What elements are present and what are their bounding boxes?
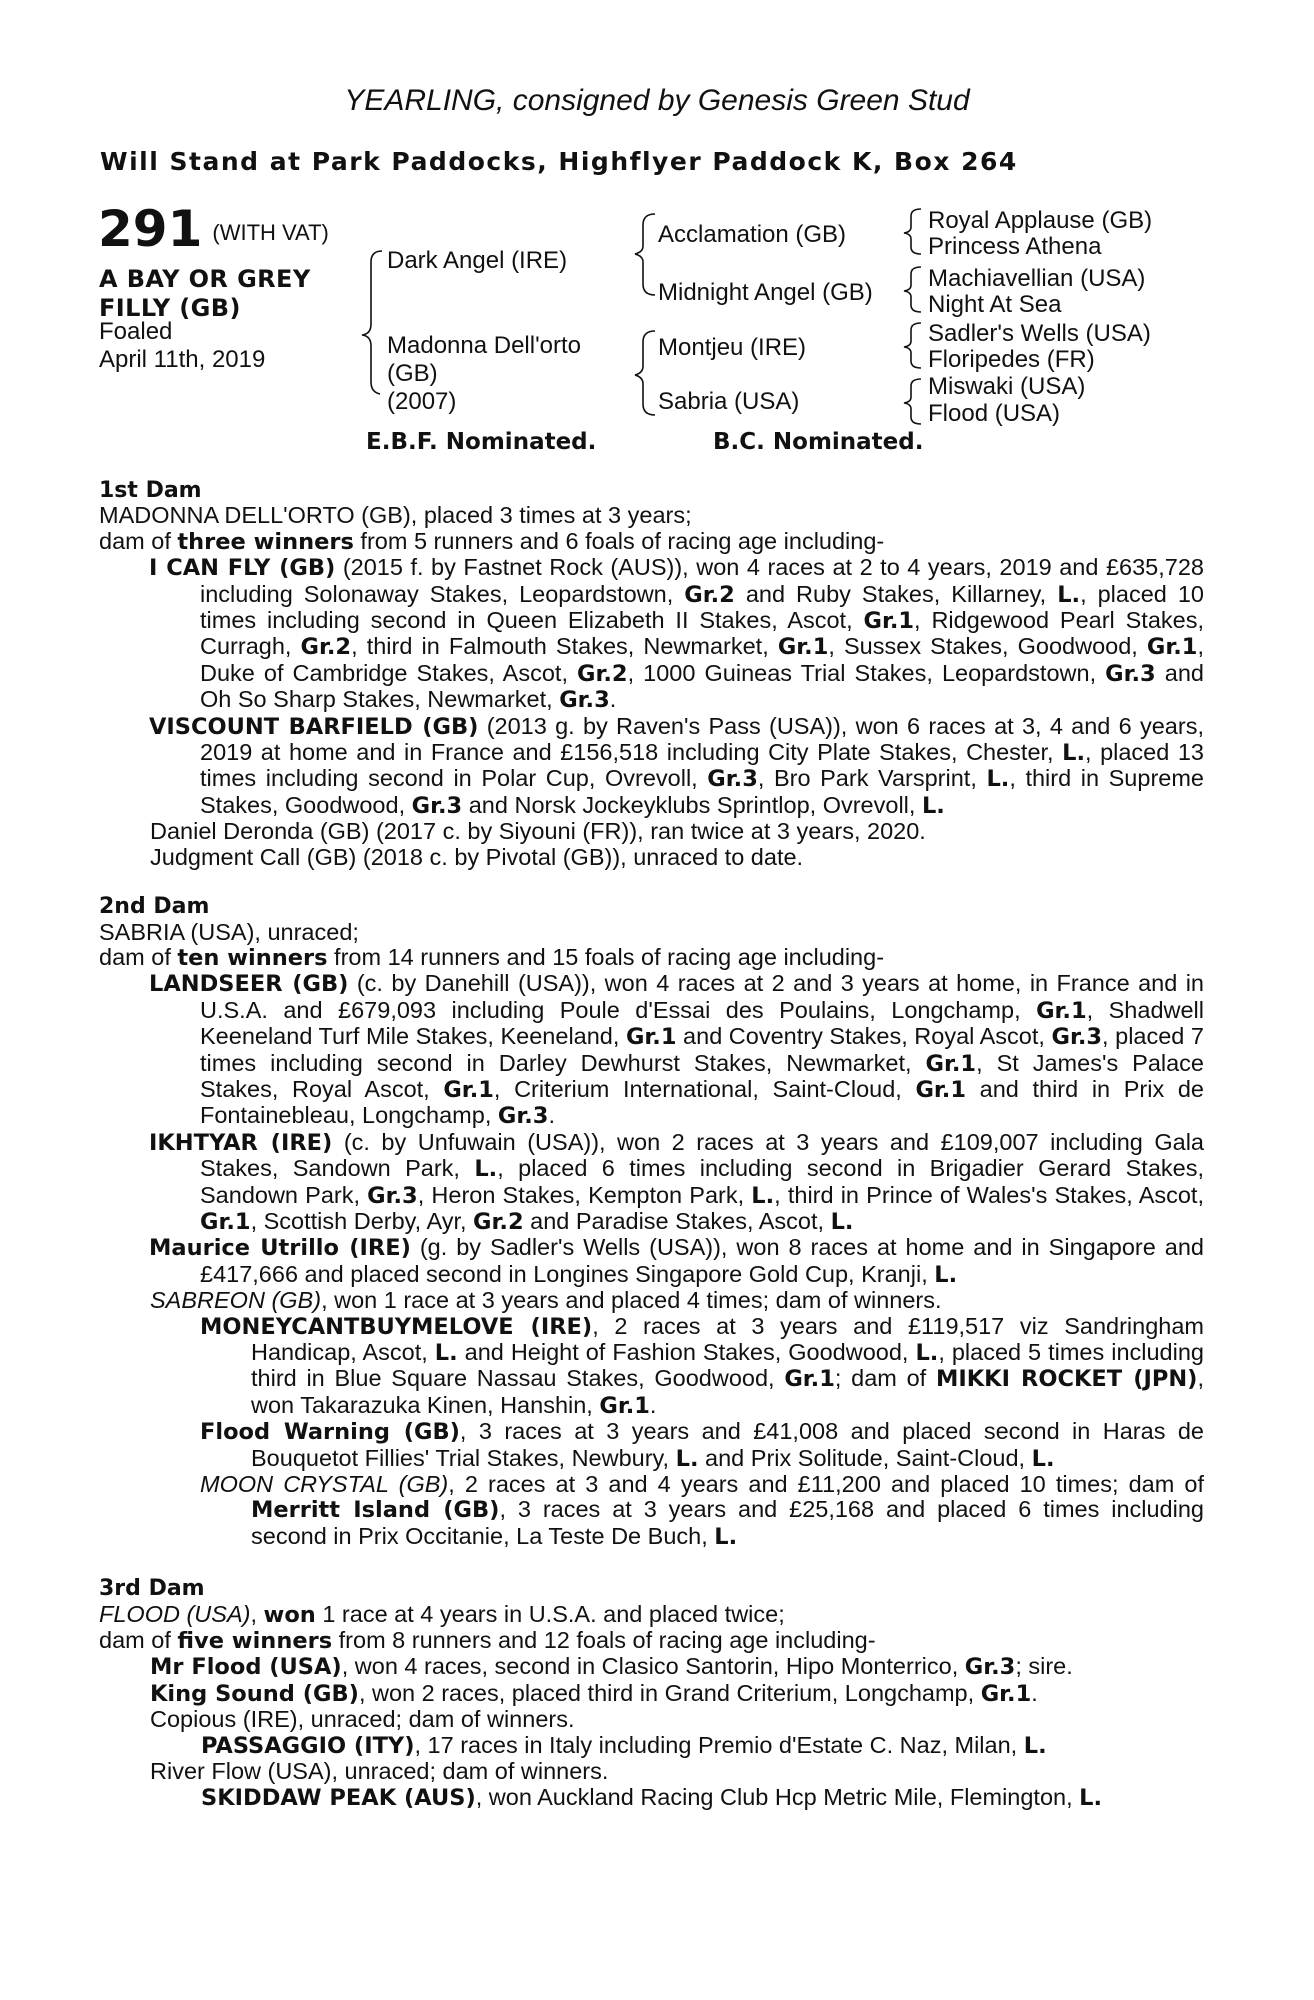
text: , Duke of Cambridge Stakes, Ascot,	[200, 633, 1204, 686]
second-dam-record: SABRIA (USA), unraced;	[99, 918, 359, 945]
pedigree-brace	[904, 379, 921, 424]
text: , Heron Stakes, Kempton Park,	[417, 1181, 752, 1208]
grade: L.	[986, 766, 1010, 793]
grade: Gr.1	[1036, 997, 1087, 1024]
grade: L.	[934, 1261, 958, 1288]
first-dam-produce-summary	[99, 529, 1204, 555]
text: and Coventry Stakes, Royal Ascot,	[676, 1023, 1052, 1050]
first-dam-heading: 1st Dam	[99, 478, 202, 503]
pedigree-gen3: Flood (USA)	[928, 400, 1061, 427]
catalogue-header-title: YEARLING, consigned by Genesis Green Stud	[344, 84, 970, 117]
pedigree-gen3: Sadler's Wells (USA)	[928, 320, 1151, 347]
grade: L.	[434, 1340, 458, 1366]
text: , 2 races at 3 years and £119,517 viz Sandringham Handicap, Ascot,	[251, 1312, 1205, 1365]
text: , Criterium International, Saint-Cloud,	[493, 1075, 916, 1102]
text: ,	[250, 1600, 264, 1627]
pedigree-gen3: Floripedes (FR)	[928, 346, 1095, 373]
horse-name: VISCOUNT BARFIELD (GB)	[149, 713, 479, 740]
grade: L.	[915, 1340, 939, 1366]
foaled-date: April 11th, 2019	[99, 346, 266, 373]
grade: Gr.2	[300, 634, 352, 661]
grade: L.	[1031, 1445, 1055, 1472]
text: , Scottish Derby, Ayr,	[250, 1207, 474, 1234]
produce-entry	[99, 1288, 1204, 1313]
text: from 5 runners and 6 foals of racing age including-	[353, 527, 885, 554]
pedigree-gen3: Princess Athena	[928, 233, 1102, 260]
pedigree-dam-line: (2007)	[387, 388, 457, 415]
text: , placed 7 times including second in Darley Dewhurst Stakes, Newmarket,	[200, 1023, 1204, 1076]
text: , 2 races at 3 and 4 years and £11,200 and placed 10 times; dam of	[448, 1471, 1204, 1498]
grade: Gr.1	[1146, 634, 1198, 661]
produce-entry	[99, 1681, 1204, 1707]
second-dam-heading: 2nd Dam	[99, 894, 210, 920]
text: from 8 runners and 12 foals of racing age including-	[332, 1627, 876, 1654]
stand-location: Will Stand at Park Paddocks, Highflyer Paddock K, Box 264	[100, 147, 1018, 176]
pedigree-sires-sire: Acclamation (GB)	[658, 221, 847, 248]
grade: Gr.2	[577, 660, 628, 687]
grade: Gr.3	[1105, 660, 1156, 687]
horse-name: MONEYCANTBUYMELOVE (IRE)	[200, 1313, 593, 1340]
text: , third in Prince of Wales's Stakes, Ascot,	[774, 1181, 1204, 1208]
text: , third in Falmouth Stakes, Newmarket,	[351, 633, 778, 660]
horse-name: PASSAGGIO (ITY)	[201, 1732, 415, 1759]
pedigree-brace	[904, 209, 921, 254]
text: and Norsk Jockeyklubs Sprintlop, Ovrevoll,	[462, 791, 922, 818]
first-dam-record: MADONNA DELL'ORTO (GB), placed 3 times at 3 years;	[99, 502, 692, 529]
pedigree-brace	[635, 331, 655, 415]
grandproduce-entry	[99, 1785, 1204, 1811]
grade: Gr.3	[964, 1654, 1016, 1681]
pedigree-gen3: Night At Sea	[928, 291, 1062, 318]
pedigree-gen3: Miswaki (USA)	[928, 373, 1086, 400]
text: 1 race at 4 years in U.S.A. and placed twice;	[315, 1600, 785, 1627]
grade: L.	[1023, 1732, 1047, 1759]
pedigree-brace	[362, 251, 382, 394]
text: , Shadwell Keeneland Turf Mile Stakes, Keeneland,	[200, 996, 1204, 1050]
grade: L.	[675, 1445, 699, 1472]
horse-name: SABREON (GB)	[150, 1287, 322, 1314]
text: , St James's Palace Stakes, Royal Ascot,	[200, 1049, 1205, 1102]
horse-name: IKHTYAR (IRE)	[149, 1129, 333, 1156]
text: , won 2 races, placed third in Grand Criterium, Longchamp,	[358, 1679, 981, 1706]
text: , 1000 Guineas Trial Stakes, Leopardstown,	[627, 659, 1106, 686]
text: dam of	[99, 1627, 178, 1654]
text: .	[548, 1102, 555, 1129]
grade: L.	[474, 1156, 498, 1183]
horse-name: I CAN FLY (GB)	[149, 555, 336, 582]
text: and Ruby Stakes, Killarney,	[734, 580, 1058, 607]
horse-name: Merritt Island (GB)	[251, 1497, 500, 1524]
pedigree-dam-line: (GB)	[387, 360, 438, 387]
pedigree-sires-dam: Midnight Angel (GB)	[658, 279, 873, 306]
horse-name: MOON CRYSTAL (GB)	[200, 1471, 449, 1498]
horse-name: King Sound (GB)	[150, 1680, 359, 1707]
grandproduce-entry	[99, 1314, 1204, 1420]
produce-entry	[99, 1235, 1204, 1288]
grade: Gr.1	[915, 1076, 967, 1103]
grade: Gr.1	[443, 1076, 494, 1103]
produce-entry: Daniel Deronda (GB) (2017 c. by Siyouni (FR)), ran twice at 3 years, 2020.	[150, 818, 926, 845]
winners-count: five winners	[177, 1628, 333, 1655]
grade: L.	[751, 1182, 775, 1209]
grade: Gr.1	[777, 634, 829, 661]
produce-entry	[99, 971, 1204, 1129]
text: ; dam of	[834, 1365, 936, 1392]
grade: Gr.3	[497, 1103, 549, 1130]
text: , 3 races at 3 years and £41,008 and placed second in Haras de Bouquetot Fillies' Trial Stakes, Newbury,	[251, 1418, 1204, 1471]
text: , won Auckland Racing Club Hcp Metric Mile, Flemington,	[475, 1783, 1080, 1810]
grade: L.	[714, 1523, 738, 1550]
text: .	[1031, 1679, 1038, 1706]
text: dam of	[99, 943, 178, 970]
bc-nomination: B.C. Nominated.	[713, 429, 924, 455]
foaled-label: Foaled	[99, 318, 173, 345]
pedigree-brace	[635, 214, 655, 295]
text: , 17 races in Italy including Premio d'Estate C. Naz, Milan,	[414, 1731, 1024, 1758]
horse-name: Flood Warning (GB)	[200, 1419, 460, 1446]
vat-note: (WITH VAT)	[212, 220, 329, 245]
grade: L.	[1079, 1784, 1103, 1811]
horse-name: Mr Flood (USA)	[150, 1654, 342, 1681]
text: , third in Supreme Stakes, Goodwood,	[200, 765, 1204, 818]
pedigree-dams-dam: Sabria (USA)	[658, 388, 800, 415]
third-dam-produce-summary	[99, 1628, 1204, 1654]
produce-entry	[99, 714, 1204, 820]
text: (c. by Danehill (USA)), won 4 races at 2 and 3 years at home, in France and in U.S.A. and £679,093 including Poule d'Essai des Poulains, Longchamp,	[200, 970, 1204, 1023]
pedigree-gen3: Machiavellian (USA)	[928, 265, 1146, 292]
text: (c. by Unfuwain (USA)), won 2 races at 3 years and £109,007 including Gala Stakes, Sandown Park,	[200, 1128, 1204, 1182]
pedigree-dam	[387, 332, 581, 416]
second-dam-produce-summary	[99, 945, 1204, 971]
grade: Gr.3	[559, 687, 610, 714]
grade: Gr.1	[200, 1208, 251, 1235]
grade: Gr.1	[925, 1050, 977, 1077]
grandproduce-entry	[99, 1733, 1204, 1759]
horse-name: Maurice Utrillo (IRE)	[149, 1235, 411, 1262]
text: , won 4 races, second in Clasico Santorin, Hipo Monterrico,	[341, 1653, 965, 1680]
text: , placed 13 times including second in Polar Cup, Ovrevoll,	[200, 739, 1204, 792]
pedigree-dam-line: Madonna Dell'orto	[387, 332, 582, 359]
third-dam-record	[99, 1602, 1204, 1628]
grade: L.	[921, 792, 945, 819]
text: .	[609, 686, 617, 713]
produce-entry	[99, 1130, 1204, 1236]
text: , placed 5 times including third in Blue Square Nassau Stakes, Goodwood,	[251, 1339, 1204, 1392]
text: , placed 6 times including second in Brigadier Gerard Stakes, Sandown Park,	[200, 1155, 1204, 1208]
text: , placed 10 times including second in Queen Elizabeth II Stakes, Ascot,	[200, 580, 1204, 634]
grade: Gr.1	[625, 1024, 677, 1051]
text: and third in Prix de Fontainebleau, Longchamp,	[200, 1075, 1204, 1129]
produce-entry: River Flow (USA), unraced; dam of winners.	[150, 1758, 609, 1785]
text: and Oh So Sharp Stakes, Newmarket,	[200, 659, 1204, 713]
grade: Gr.1	[863, 608, 915, 635]
grade: Gr.2	[684, 581, 735, 608]
text: (g. by Sadler's Wells (USA)), won 8 races at home and in Singapore and £417,666 and placed second in Longines Singapore Gold Cup, Kranji,	[200, 1234, 1204, 1287]
grandproduce-entry	[99, 1472, 1204, 1550]
pedigree-brace	[904, 267, 921, 312]
text: ; sire.	[1015, 1653, 1073, 1680]
horse-name: MIKKI ROCKET (JPN)	[935, 1366, 1198, 1393]
grandproduce-entry	[99, 1419, 1204, 1472]
text: , won 1 race at 3 years and placed 4 times; dam of winners.	[321, 1287, 942, 1314]
text: and Paradise Stakes, Ascot,	[523, 1207, 831, 1234]
text: , Bro Park Varsprint,	[757, 765, 987, 792]
winners-count: three winners	[177, 528, 354, 555]
text: and Prix Solitude, Saint-Cloud,	[698, 1444, 1032, 1471]
text: (2015 f. by Fastnet Rock (AUS)), won 4 races at 2 to 4 years, 2019 and £635,728 including Solonaway Stakes, Leopardstown,	[200, 554, 1204, 607]
produce-entry: Judgment Call (GB) (2018 c. by Pivotal (GB)), unraced to date.	[150, 843, 804, 870]
grade: Gr.3	[1051, 1024, 1103, 1051]
lot-number: 291	[98, 200, 203, 258]
produce-entry	[99, 555, 1204, 713]
horse-name: LANDSEER (GB)	[149, 971, 349, 998]
grade: Gr.3	[367, 1182, 418, 1209]
grade: Gr.1	[980, 1680, 1032, 1707]
pedigree-gen3: Royal Applause (GB)	[928, 207, 1153, 234]
produce-entry: Copious (IRE), unraced; dam of winners.	[150, 1706, 575, 1733]
horse-name: FLOOD (USA)	[99, 1600, 251, 1627]
lot-description-line: A BAY OR GREY	[99, 265, 311, 293]
third-dam-heading: 3rd Dam	[99, 1576, 205, 1602]
grade: L.	[1062, 740, 1086, 767]
lot-description-line: FILLY (GB)	[99, 294, 241, 322]
text: and Height of Fashion Stakes, Goodwood,	[457, 1339, 916, 1365]
pedigree-brace	[904, 323, 921, 368]
grade: Gr.1	[784, 1366, 835, 1393]
grade: L.	[830, 1208, 854, 1235]
grade: Gr.3	[707, 766, 758, 793]
horse-name: SKIDDAW PEAK (AUS)	[201, 1784, 476, 1811]
text: , won Takarazuka Kinen, Hanshin,	[251, 1365, 1204, 1418]
grade: Gr.2	[473, 1208, 524, 1235]
produce-entry	[99, 1654, 1204, 1680]
grade: L.	[1057, 581, 1081, 608]
text: dam of	[99, 527, 178, 554]
text: (2013 g. by Raven's Pass (USA)), won 6 races at 3, 4 and 6 years, 2019 at home and in France and £156,518 including City Plate Stakes, Chester,	[200, 712, 1204, 766]
text: , Sussex Stakes, Goodwood,	[828, 633, 1147, 660]
winners-count: ten winners	[177, 944, 328, 971]
pedigree-sire: Dark Angel (IRE)	[387, 247, 568, 274]
grade: Gr.1	[599, 1392, 650, 1419]
ebf-nomination: E.B.F. Nominated.	[366, 429, 597, 455]
catalogue-body	[99, 478, 1204, 1811]
text: from 14 runners and 15 foals of racing age including-	[327, 943, 885, 970]
text: , Ridgewood Pearl Stakes, Curragh,	[200, 607, 1204, 660]
won-label: won	[263, 1601, 316, 1628]
pedigree-dams-sire: Montjeu (IRE)	[658, 334, 807, 361]
text: .	[649, 1391, 657, 1418]
grade: Gr.3	[411, 792, 463, 819]
text: , 3 races at 3 years and £25,168 and placed 6 times including second in Prix Occitanie, La Teste De Buch,	[251, 1496, 1204, 1549]
